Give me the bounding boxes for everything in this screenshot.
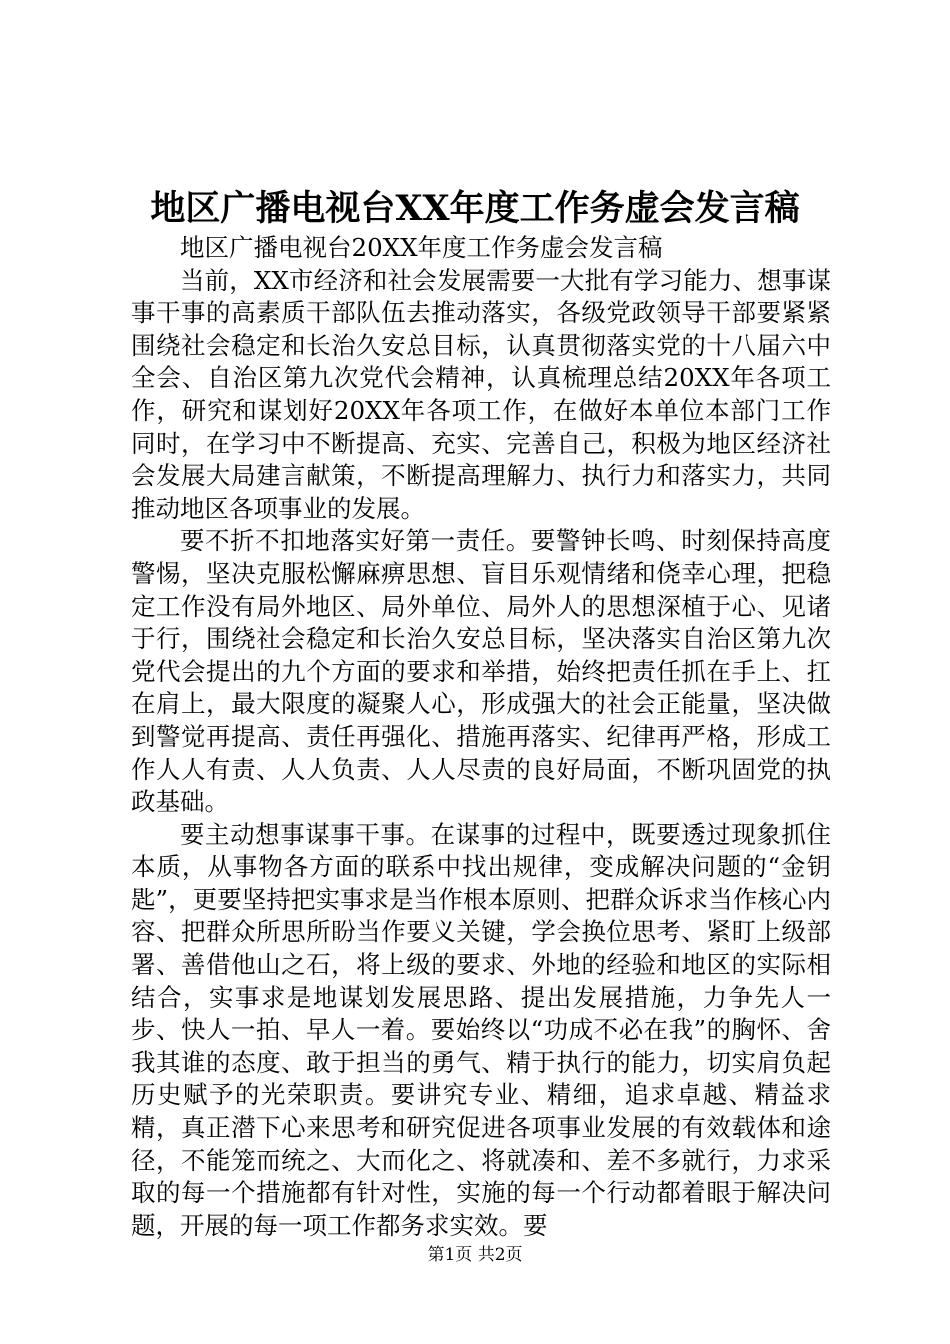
paragraph-intro: 当前，XX市经济和社会发展需要一大批有学习能力、想事谋事干事的高素质干部队伍去推动落实，各级党政领导干部要紧紧围绕社会稳定和长治久安总目标，认真贯彻落实党的十八届六中全会、自治区第九次党代会精神，认真梳理总结20XX年各项工作，研究和谋划好20XX年各项工作，在做好本单位本部门工作同时，在学习中不断提高、充实、完善自己，积极为地区经济社会发展大局建言献策，不断提高理解力、执行力和落实力，共同推动地区各项事业的发展。 [131,265,831,523]
page-number-footer: 第1页 共2页 [427,1245,523,1265]
paragraph-initiative: 要主动想事谋事干事。在谋事的过程中，既要透过现象抓住本质，从事物各方面的联系中找出规律，变成解决问题的“金钥匙”，更要坚持把实事求是当作根本原则、把群众诉求当作核心内容、把群众所思所盼当作要义关键，学会换位思考、紧盯上级部署、善借他山之石，将上级的要求、外地的经验和地区的实际相结合，实事求是地谋划发展思路、提出发展措施，力争先人一步、快人一拍、早人一着。要始终以“功成不必在我”的胸怀、舍我其谁的态度、敢于担当的勇气、精于执行的能力，切实肩负起历史赋予的光荣职责。要讲究专业、精细，追求卓越、精益求精，真正潜下心来思考和研究促进各项事业发展的有效载体和途径，不能笼而统之、大而化之、将就凑和、差不多就行，力求采取的每一个措施都有针对性，实施的每一个行动都着眼于解决问题，开展的每一项工作都务求实效。要 [131,819,831,1240]
document-title: 地区广播电视台XX年度工作务虚会发言稿 [150,188,800,229]
paragraph-responsibility: 要不折不扣地落实好第一责任。要警钟长鸣、时刻保持高度警惕，坚决克服松懈麻痹思想、盲目乐观情绪和侥幸心理，把稳定工作没有局外地区、局外单位、局外人的思想深植于心、见诸于行，围绕社会稳定和长治久安总目标，坚决落实自治区第九次党代会提出的九个方面的要求和举措，始终把责任抓在手上、扛在肩上，最大限度的凝聚人心，形成强大的社会正能量，坚决做到警觉再提高、责任再强化、措施再落实、纪律再严格，形成工作人人有责、人人负责、人人尽责的良好局面，不断巩固党的执政基础。 [131,526,831,817]
paragraph-subtitle: 地区广播电视台20XX年度工作务虚会发言稿 [180,233,663,262]
document-body [131,232,831,1242]
